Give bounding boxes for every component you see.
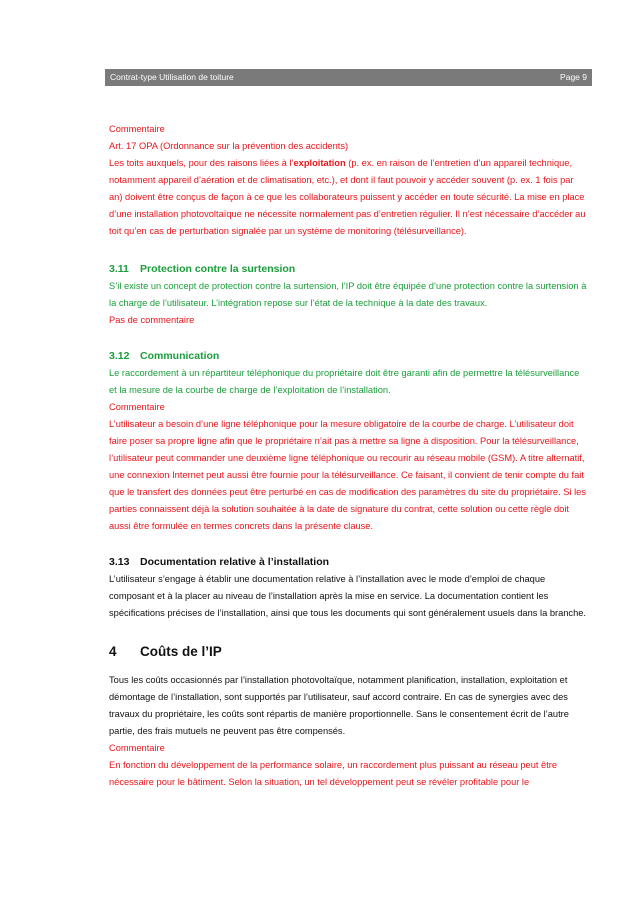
section-3-11-body: S’il existe un concept de protection contre la surtension, l’IP doit être équipée d’une protection contre la surtension à la charge de l’utilisateur. L’intégration repose sur l’état de la technique à la date des travaux.: [109, 281, 587, 308]
section-3-13-body: L’utilisateur s’engage à établir une documentation relative à l’installation avec le mode d’emploi de chaque composant et à la placer au niveau de l’installation après la mise en service. La documentation contient les spécifications précises de l’installation, ainsi que tous les documents qui sont généralement usuels dans la branche.: [109, 574, 587, 618]
section-3-11-comment: Pas de commentaire: [109, 315, 195, 325]
section-4-body: Tous les coûts occasionnés par l’installation photovoltaïque, notamment planification, installation, exploitation et démontage de l’installation, sont supportés par l’utilisateur, sauf accord contraire. En cas de synergies avec des travaux du propriétaire, les coûts sont répartis de manière proportionnelle. Sans le consentement écrit de l’autre partie, des frais mutuels ne peuvent pas être compensés.: [109, 675, 569, 736]
header-title: Contrat-type Utilisation de toiture: [110, 72, 234, 82]
section-heading-3-13: 3.13 Documentation relative à l’installation: [109, 556, 330, 568]
page-content: [109, 121, 589, 791]
section-heading-3-11: 3.11 Protection contre la surtension: [109, 263, 296, 275]
section-heading-3-12: 3.12 Communication: [109, 350, 220, 362]
comment-block: [109, 121, 589, 240]
page-number: Page 9: [560, 72, 587, 82]
section-heading-4: 4 Coûts de l’IP: [109, 644, 222, 659]
comment-bold-term: exploitation: [293, 158, 346, 168]
section-4-comment: En fonction du développement de la performance solaire, un raccordement plus puissant au réseau peut être nécessaire pour le bâtiment. Selon la situation, un tel développement peut se révéler profitable pour le: [109, 760, 558, 787]
comment-text: Les toits auxquels, pour des raisons liées à l’exploitation (p. ex. en raison de l’entretien d’un appareil technique, notamment appareil d’aération et de climatisation, etc.), et dont il faut pouvoir y accéder souvent (p. ex. 1 fois par an) doivent être conçus de façon à ce que les collaborateurs puissent y accéder en toute sécurité. La mise en place d’une installation photovoltaïque ne nécessite normalement pas d’entretien régulier. Il n’est nécessaire d’accéder au toit qu’en cas de perturbation signalée par un système de monitoring (télésurveillance).: [109, 158, 586, 236]
comment-label: Commentaire: [109, 124, 165, 134]
section-3-12-body: Le raccordement à un répartiteur téléphonique du propriétaire doit être garanti afin de permettre la télésurveillance et la mesure de la courbe de charge de l’exploitation de l’installation.: [109, 368, 580, 395]
section-3-12-comment-label: Commentaire: [109, 402, 165, 412]
section-3-12-comment: L’utilisateur a besoin d’une ligne téléphonique pour la mesure obligatoire de la courbe de charge. L’utilisateur doit faire poser sa propre ligne afin que le propriétaire n’ait pas à mettre sa ligne à disposition. Pour la télésurveillance, l’utilisateur peut commander une deuxième ligne téléphonique ou recourir au réseau mobile (GSM). A titre alternatif, une connexion Internet peut aussi être fournie pour la télésurveillance. Ce faisant, il convient de tenir compte du fait que le transfert des données peut être perturbé en cas de modification des paramètres du site du propriétaire. Si les parties connaissent déjà la solution souhaitée à la date de signature du contrat, cette solution ou cette règle doit aussi être formulée en termes concrets dans la présente clause.: [109, 419, 587, 531]
section-4-comment-label: Commentaire: [109, 743, 165, 753]
running-header: [105, 69, 592, 86]
comment-reference: Art. 17 OPA (Ordonnance sur la prévention des accidents): [109, 141, 349, 151]
